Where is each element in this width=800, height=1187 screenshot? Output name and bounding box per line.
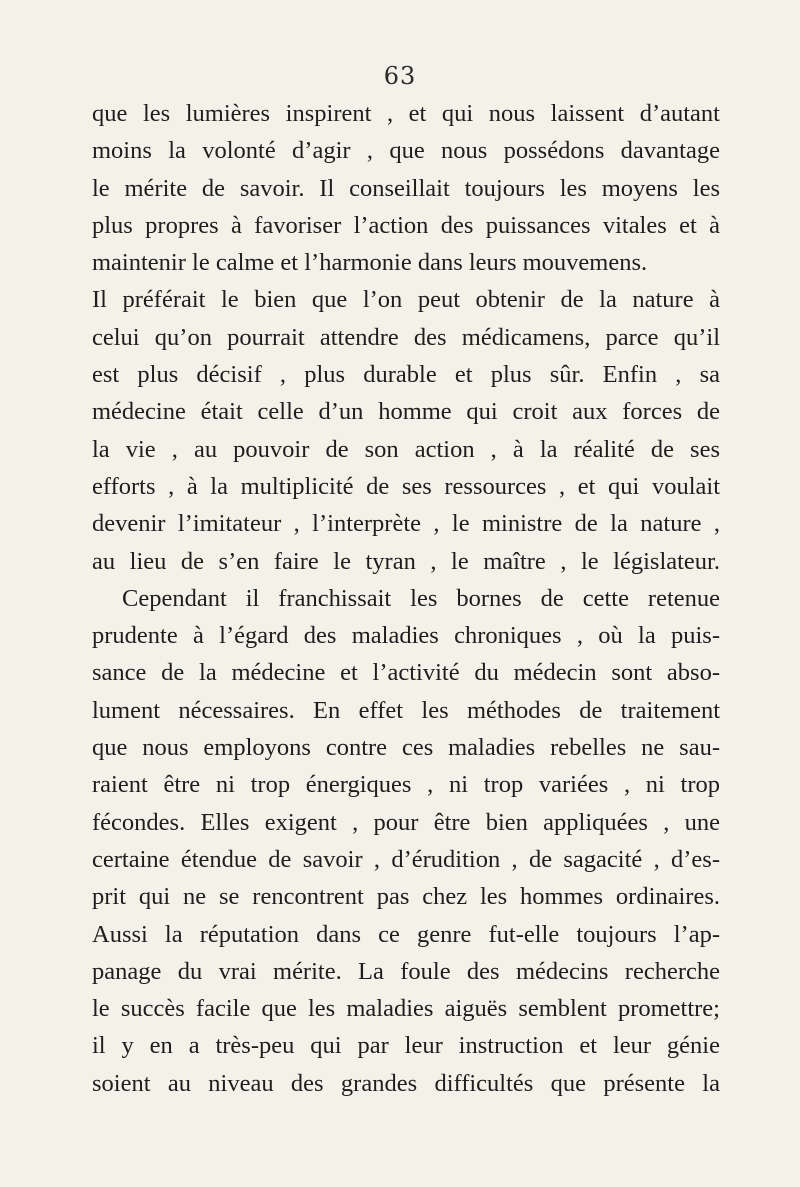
- text-line: moins la volonté d’agir , que nous possédons davantage: [92, 137, 720, 165]
- text-line: le succès facile que les maladies aiguës semblent promettre;: [92, 995, 720, 1023]
- text-line: maintenir le calme et l’harmonie dans leurs mouvemens.: [92, 249, 648, 277]
- text-line: prudente à l’égard des maladies chroniques , où la puis-: [92, 622, 720, 650]
- text-line: le mérite de savoir. Il conseillait toujours les moyens les: [92, 174, 720, 202]
- text-line: est plus décisif , plus durable et plus sûr. Enfin , sa: [92, 361, 720, 389]
- text-line: panage du vrai mérite. La foule des médecins recherche: [92, 957, 720, 985]
- text-line: Aussi la réputation dans ce genre fut-elle toujours l’ap-: [92, 920, 720, 948]
- text-line: médecine était celle d’un homme qui croit aux forces de: [92, 398, 720, 426]
- body-text: [92, 95, 720, 1102]
- text-line: Cependant il franchissait les bornes de cette retenue: [122, 584, 720, 612]
- text-line: il y en a très-peu qui par leur instruction et leur génie: [92, 1032, 720, 1060]
- text-line: que nous employons contre ces maladies rebelles ne sau-: [92, 734, 720, 762]
- text-line: la vie , au pouvoir de son action , à la réalité de ses: [92, 435, 720, 463]
- text-line: plus propres à favoriser l’action des puissances vitales et à: [92, 211, 720, 239]
- text-line: au lieu de s’en faire le tyran , le maître , le législateur.: [92, 547, 720, 575]
- text-line: raient être ni trop énergiques , ni trop variées , ni trop: [92, 771, 720, 799]
- text-line: soient au niveau des grandes difficultés que présente la: [92, 1069, 720, 1097]
- text-line: prit qui ne se rencontrent pas chez les hommes ordinaires.: [92, 883, 720, 911]
- text-line: Il préférait le bien que l’on peut obtenir de la nature à: [92, 286, 720, 314]
- text-line: celui qu’on pourrait attendre des médicamens, parce qu’il: [92, 323, 720, 351]
- page-number: 63: [383, 62, 417, 90]
- text-line: devenir l’imitateur , l’interprète , le ministre de la nature ,: [92, 510, 720, 538]
- text-line: efforts , à la multiplicité de ses ressources , et qui voulait: [92, 472, 720, 500]
- text-line: certaine étendue de savoir , d’érudition , de sagacité , d’es-: [92, 845, 720, 873]
- text-line: fécondes. Elles exigent , pour être bien appliquées , une: [92, 808, 720, 836]
- text-line: lument nécessaires. En effet les méthodes de traitement: [92, 696, 720, 724]
- text-line: que les lumières inspirent , et qui nous laissent d’autant: [92, 100, 720, 127]
- text-line: sance de la médecine et l’activité du médecin sont abso-: [92, 659, 720, 687]
